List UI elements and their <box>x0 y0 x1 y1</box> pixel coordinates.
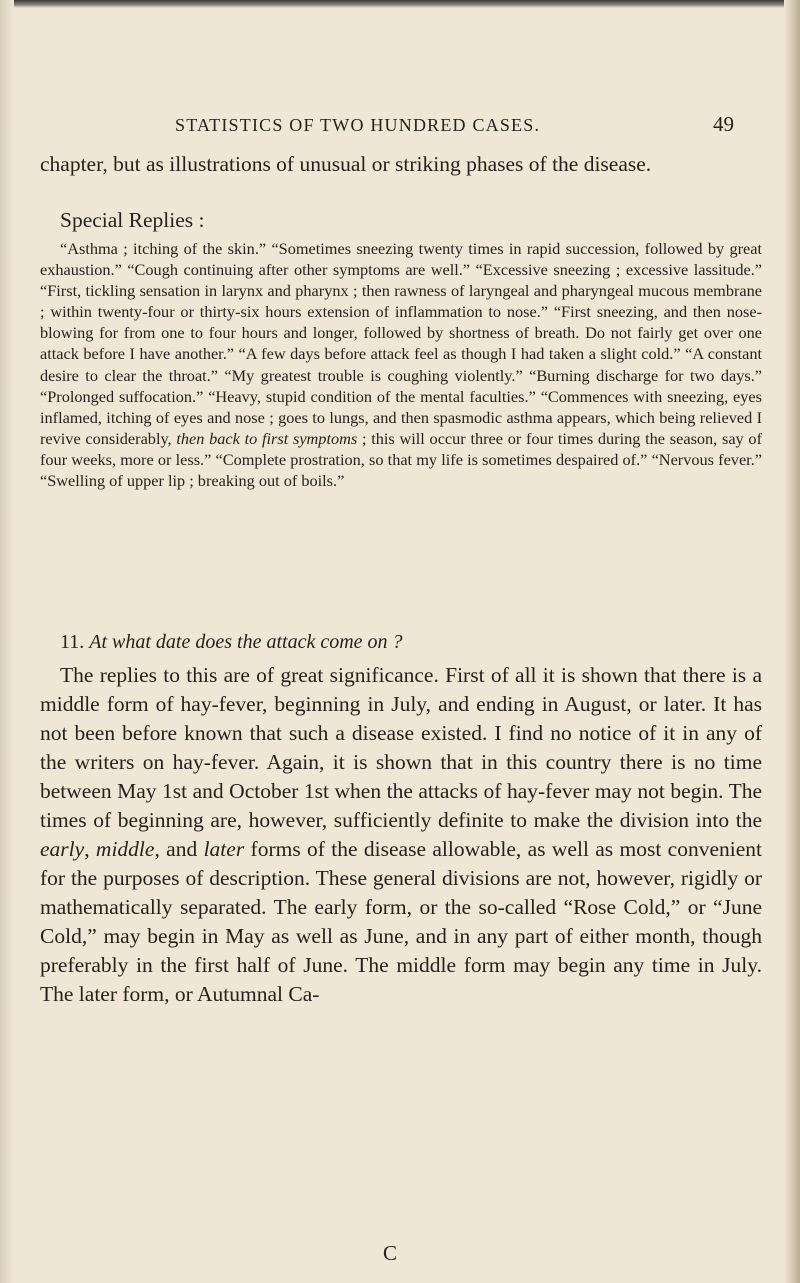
question-11 <box>40 628 762 657</box>
paragraph-continuation: chapter, but as illustrations of unusual or striking phases of the disease. <box>40 152 652 176</box>
question-number: 11. <box>60 631 85 653</box>
running-head-title: STATISTICS OF TWO HUNDRED CASES. <box>175 115 541 135</box>
body-text-part: , <box>84 837 96 861</box>
reply-text-italic: then back to first symptoms <box>176 428 358 448</box>
body-text-part: , and <box>154 837 204 861</box>
special-replies-heading: Special Replies : <box>60 208 205 232</box>
page-left-edge <box>0 0 14 1283</box>
reply-text-part: ; this will occur three or four times during the season, say of four weeks, more or less.” “Complete prostration, so that my life is sometimes despaired of.” “Nervous fever.” “Swelling of upper lip ; breaking out of boils.” <box>40 428 762 491</box>
body-text-part: forms of the disease allowable, as well as most convenient for the purposes of description. These general divisions are not, however, rigidly or mathematically separated. The early form, or the so-called “Rose Cold,” or “June Cold,” may begin in May as well as June, and in any part of either month, though preferably in the first half of June. The middle form may begin any time in July. The later form, or Autumnal Ca- <box>40 837 763 1006</box>
special-replies-paragraph <box>40 238 762 491</box>
body-text-italic: early <box>40 837 85 861</box>
body-text-italic: middle <box>95 837 155 861</box>
body-paragraph <box>40 661 762 1009</box>
running-head <box>40 112 762 137</box>
body-text-part: The replies to this are of great significance. First of all it is shown that there is a middle form of hay-fever, beginning in July, and ending in August, or later. It has not been before known that such a disease existed. I find no notice of it in any of the writers on hay-fever. Again, it is shown that in this country there is no time between May 1st and October 1st when the attacks of hay-fever may not begin. The times of beginning are, however, sufficiently definite to make the division into the <box>40 663 762 832</box>
page-number: 49 <box>713 112 734 136</box>
reply-text-part: “Asthma ; itching of the skin.” “Sometimes sneezing twenty times in rapid succession, followed by great exhaustion.” “Cough continuing after other symptoms are well.” “Excessive sneezing ; excessive lassitude.” “First, tickling sensation in larynx and pharynx ; then rawness of laryngeal and pharyngeal mucous membrane ; within twenty-four or thirty-six hours extension of inflammation to nose.” “First sneezing, and then nose-blowing for from one to four hours and longer, followed by shortness of breath. Do not fairly get over one attack before I have another.” “A few days before attack feel as though I had taken a slight cold.” “A constant desire to clear the throat.” “My greatest trouble is coughing violently.” “Burning discharge for two days.” “Prolonged suffocation.” “Heavy, stupid condition of the mental faculties.” “Commences with sneezing, eyes inflamed, itching of eyes and nose ; goes to lungs, and then spasmodic asthma appears, which being relieved I revive considerably, <box>40 239 762 448</box>
question-text: At what date does the attack come on ? <box>89 631 403 653</box>
body-text-italic: later <box>203 837 245 861</box>
page-right-edge <box>784 0 800 1283</box>
book-page <box>40 0 762 1283</box>
signature-mark: C <box>383 1241 398 1265</box>
